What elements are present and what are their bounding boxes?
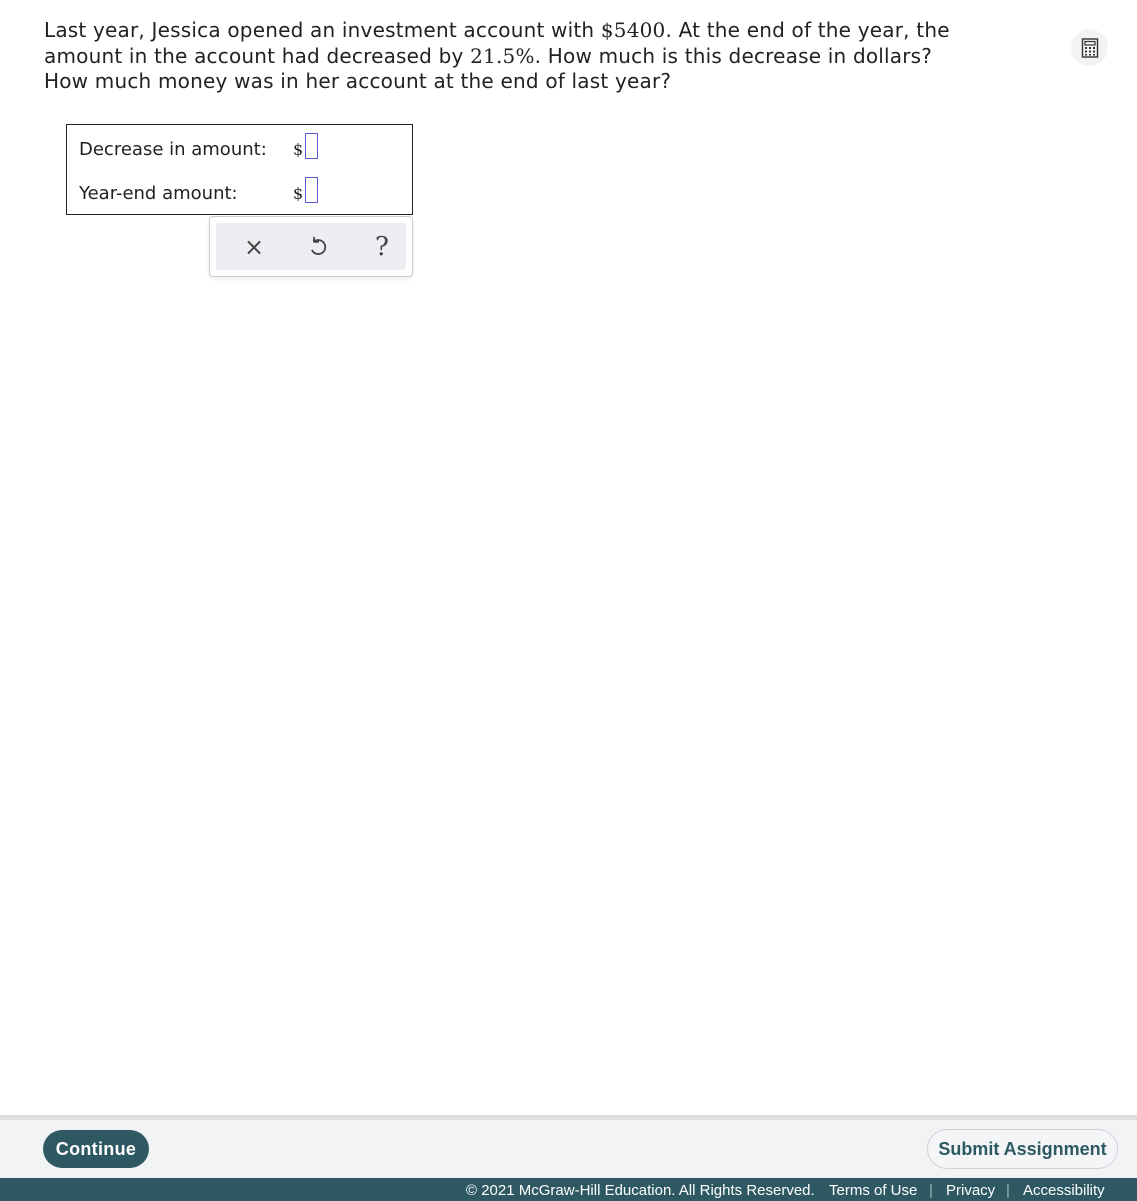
answer-row-year-end (79, 183, 304, 204)
answer-box (66, 124, 413, 215)
question-mark-icon: ? (375, 232, 389, 262)
decrease-input[interactable] (305, 133, 318, 159)
decrease-label: Decrease in amount: (79, 139, 267, 160)
question-part-1: Last year, Jessica opened an investment account with (44, 18, 601, 42)
terms-of-use-link[interactable]: Terms of Use (829, 1182, 918, 1199)
year-end-label: Year-end amount: (79, 183, 238, 204)
answer-row-decrease (79, 139, 304, 160)
question-part-3: . How much is this decrease in dollars? How much money was in her account at the end of last year? (44, 43, 933, 93)
link-separator: | (1006, 1182, 1010, 1199)
privacy-link[interactable]: Privacy (946, 1182, 996, 1199)
calculator-button[interactable] (1071, 29, 1108, 66)
undo-icon (308, 236, 328, 258)
submit-assignment-button[interactable]: Submit Assignment (927, 1129, 1118, 1169)
undo-button[interactable] (304, 233, 332, 261)
question-amount: $5400 (600, 18, 666, 42)
clear-button[interactable] (240, 233, 268, 261)
calculator-icon (1081, 38, 1099, 58)
question-part-2: . At the end of the year, the amount in the account had decreased by (44, 18, 950, 68)
continue-button[interactable]: Continue (43, 1130, 149, 1168)
help-button[interactable] (368, 233, 396, 261)
accessibility-link[interactable]: Accessibility (1023, 1182, 1105, 1199)
question-text (44, 18, 979, 95)
copyright-text: © 2021 McGraw-Hill Education. All Rights Reserved. (466, 1182, 815, 1199)
link-separator: | (929, 1182, 933, 1199)
decrease-currency: $ (293, 140, 304, 159)
year-end-input[interactable] (305, 177, 318, 203)
legal-bar (0, 1178, 1137, 1201)
x-icon: × (243, 233, 265, 261)
question-percent: 21.5% (470, 43, 535, 68)
answer-toolbar-inner (216, 223, 406, 270)
year-end-currency: $ (293, 184, 304, 203)
answer-toolbar (209, 216, 413, 277)
